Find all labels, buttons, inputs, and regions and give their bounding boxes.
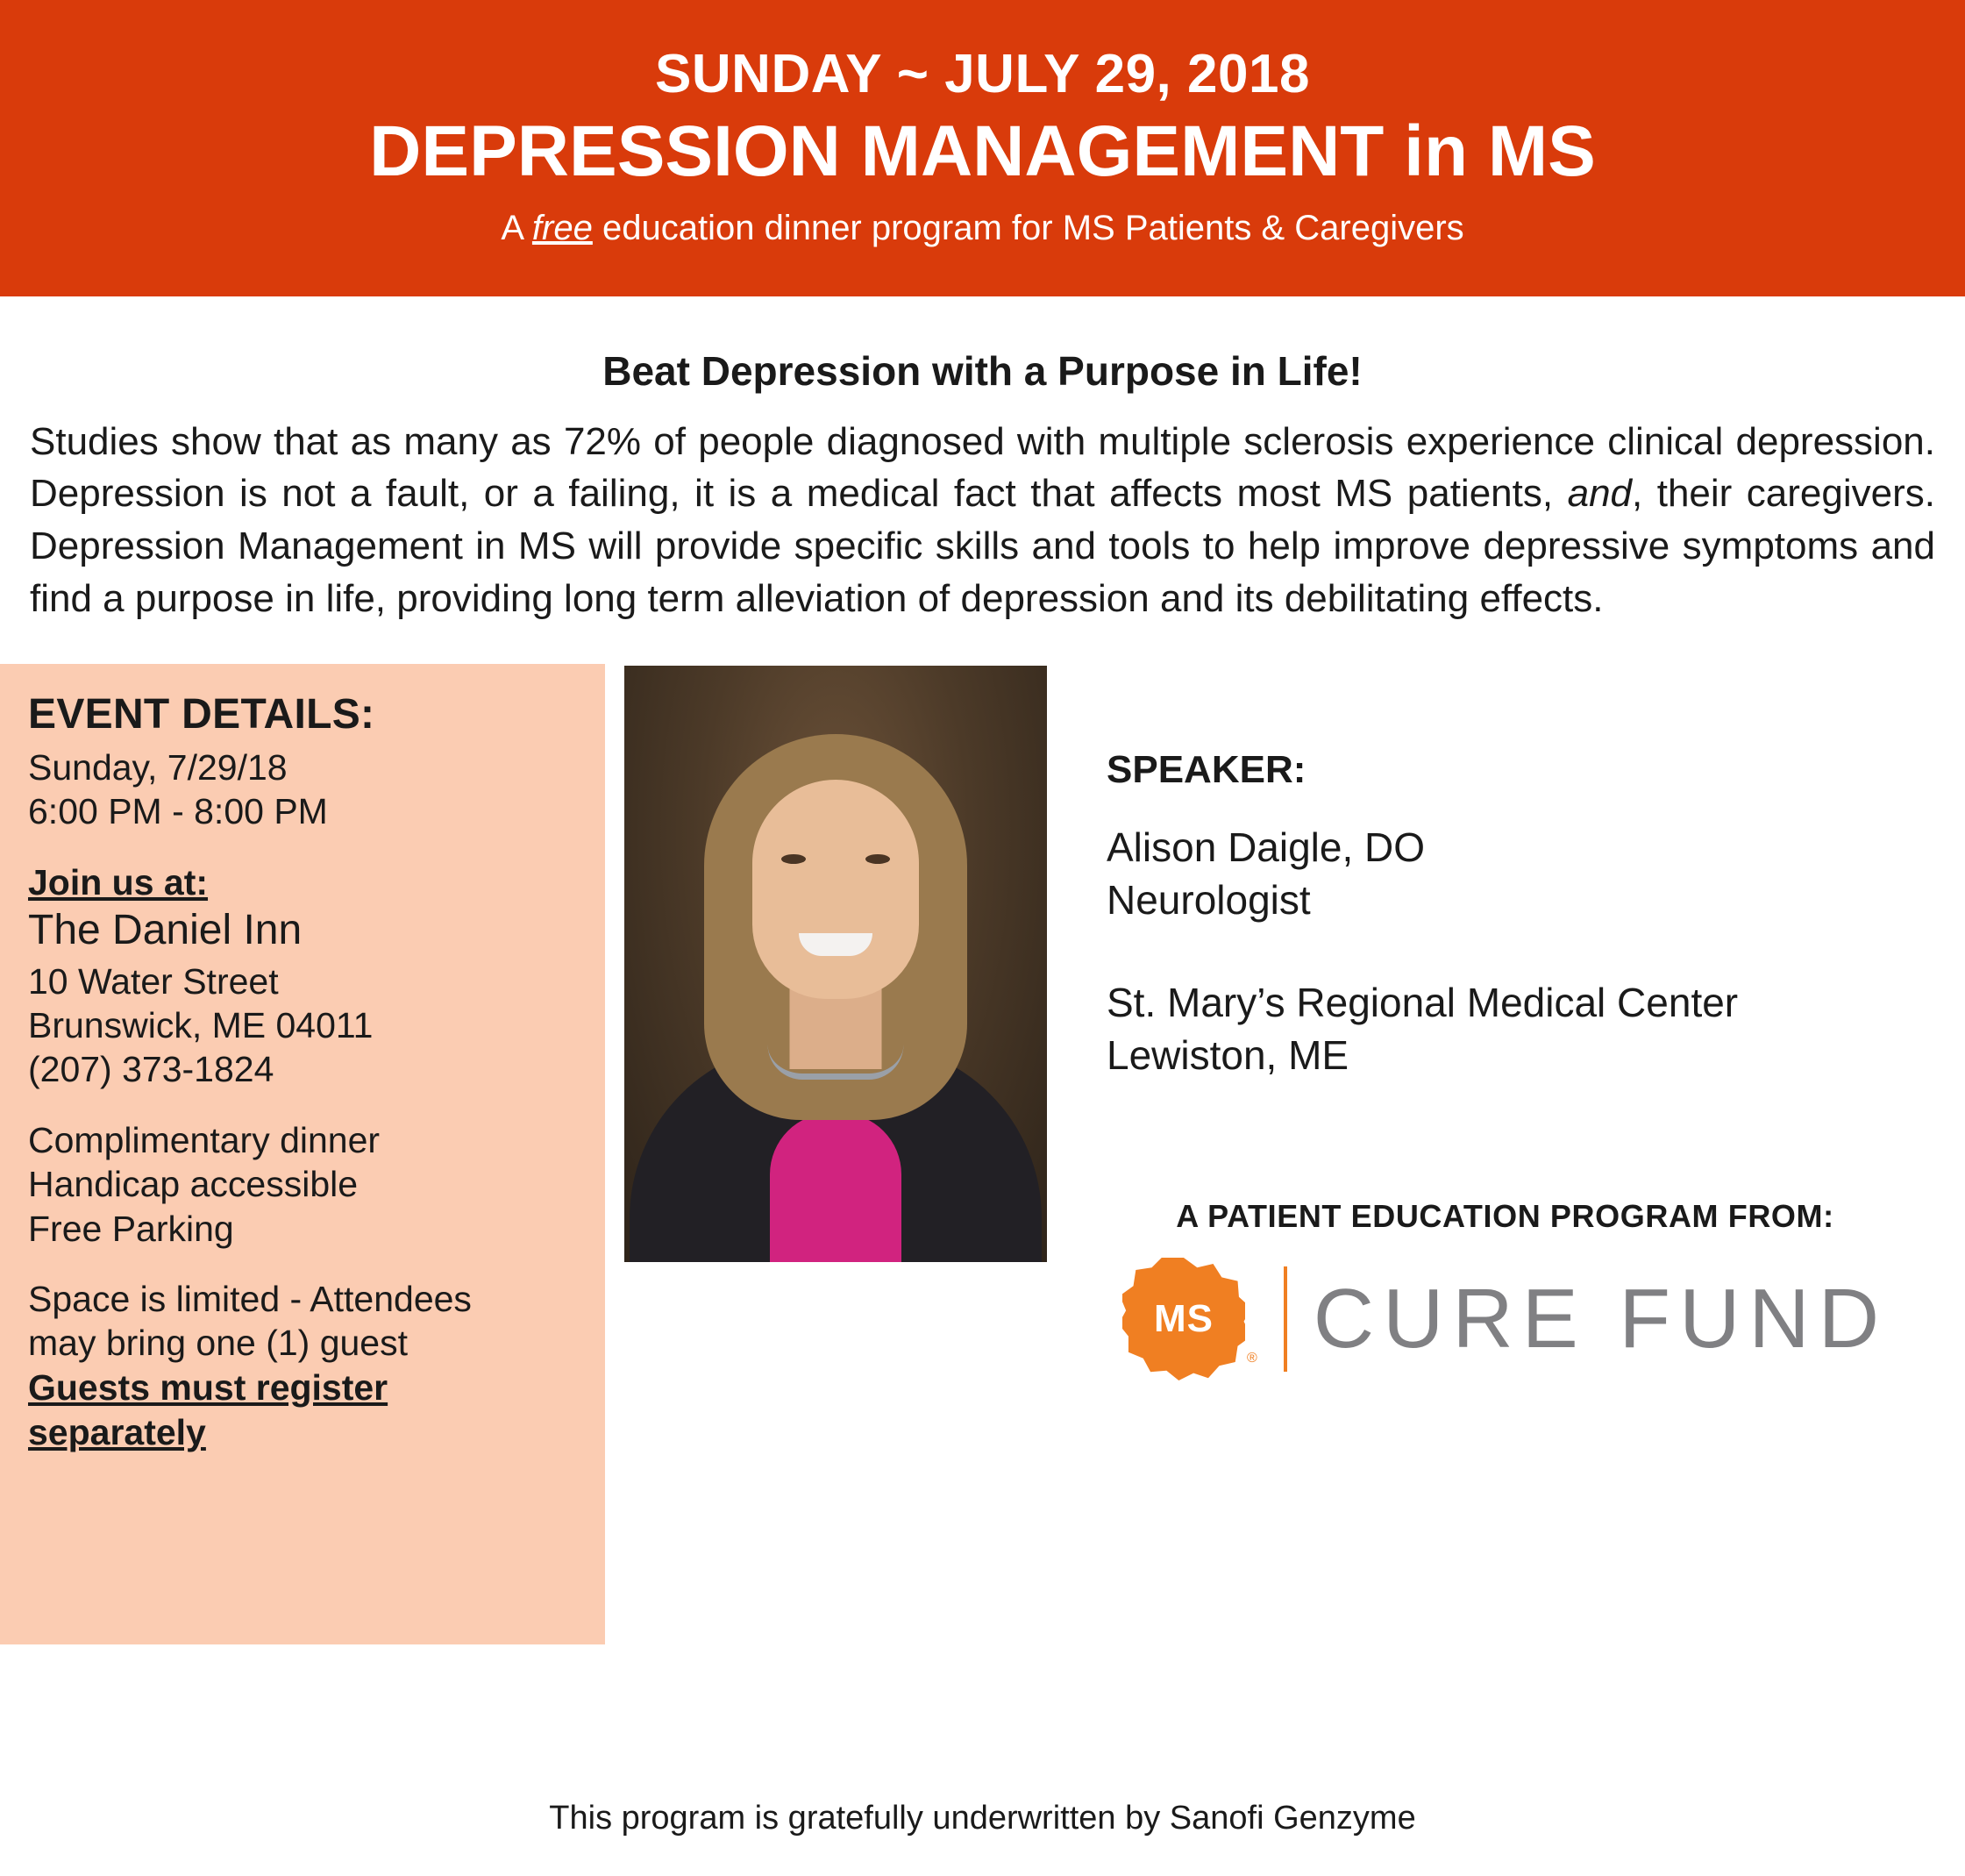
event-date: SUNDAY ~ JULY 29, 2018 (655, 44, 1310, 104)
speaker-name: Alison Daigle, DO (1107, 824, 1426, 870)
capacity-line1: Space is limited - Attendees (28, 1279, 472, 1320)
guest-registration-note: Guests must register separately (28, 1366, 388, 1453)
event-details-panel (0, 664, 605, 1644)
subtitle-pre: A (501, 208, 532, 247)
event-datetime-block (28, 745, 575, 834)
perk-accessible: Handicap accessible (28, 1164, 359, 1205)
subtitle-emphasis: free (531, 208, 593, 247)
event-details-time: 6:00 PM - 8:00 PM (28, 791, 328, 832)
portrait-necklace (768, 1045, 904, 1080)
footer-note: This program is gratefully underwritten by Sanofi Genzyme (549, 1800, 1416, 1837)
intro-text-emphasis: and (1567, 472, 1633, 516)
perk-parking: Free Parking (28, 1208, 234, 1249)
intro-text-part1: Studies show that as many as 72% of people diagnosed with multiple sclerosis experience clinical depression. Depression is not a fault, or a failing, it is a medical fact that affects most MS patients, (30, 419, 1935, 516)
speaker-headshot-image (624, 666, 1047, 1262)
speaker-photo-container (624, 666, 1054, 1262)
portrait-shirt (770, 1113, 901, 1262)
portrait-eye-left (781, 854, 806, 864)
join-us-label: Join us at: (28, 861, 209, 902)
page-title: DEPRESSION MANAGEMENT in MS (369, 111, 1596, 191)
intro-section (0, 296, 1965, 625)
sponsor-section (1107, 1198, 1930, 1380)
subtitle-post: education dinner program for MS Patients & Caregivers (592, 208, 1464, 247)
event-location-block (28, 860, 575, 1092)
ms-burst-icon (1122, 1258, 1245, 1380)
speaker-city: Lewiston, ME (1107, 1032, 1349, 1079)
header-banner (0, 0, 1965, 296)
perk-dinner: Complimentary dinner (28, 1119, 381, 1160)
venue-phone: (207) 373-1824 (28, 1049, 274, 1090)
intro-headline: Beat Depression with a Purpose in Life! (602, 347, 1363, 394)
ms-logo-text: MS (1153, 1297, 1214, 1340)
sponsor-label: A PATIENT EDUCATION PROGRAM FROM: (1176, 1198, 1834, 1234)
speaker-section (1054, 664, 1965, 1380)
portrait-smile (799, 933, 872, 956)
logo-divider (1284, 1266, 1287, 1372)
middle-section (0, 664, 1965, 1644)
capacity-line2: may bring one (1) guest (28, 1323, 409, 1364)
event-capacity-block (28, 1277, 575, 1455)
speaker-organization: St. Mary’s Regional Medical Center (1107, 980, 1739, 1026)
event-perks-block (28, 1118, 575, 1251)
sponsor-logo (1107, 1258, 1904, 1380)
venue-name: The Daniel Inn (28, 906, 303, 953)
venue-address-line2: Brunswick, ME 04011 (28, 1004, 374, 1045)
intro-text-part2: , their caregivers. Depression Management in MS will provide specific skills and tools to help improve depressive symptoms and find a purpose in life, providing long term alleviation of depression and its debilitating effects. (30, 472, 1935, 620)
cure-fund-wordmark: CURE FUND (1313, 1272, 1889, 1366)
portrait-face (752, 780, 919, 999)
event-details-date: Sunday, 7/29/18 (28, 746, 288, 788)
speaker-role: Neurologist (1107, 876, 1311, 923)
speaker-label: SPEAKER: (1107, 747, 1306, 791)
registered-trademark-icon: ® (1246, 1351, 1257, 1366)
header-subtitle (35, 207, 1930, 249)
portrait-eye-right (865, 854, 890, 864)
venue-address-line1: 10 Water Street (28, 960, 279, 1002)
event-details-heading: EVENT DETAILS: (28, 690, 375, 738)
intro-paragraph (25, 416, 1940, 625)
